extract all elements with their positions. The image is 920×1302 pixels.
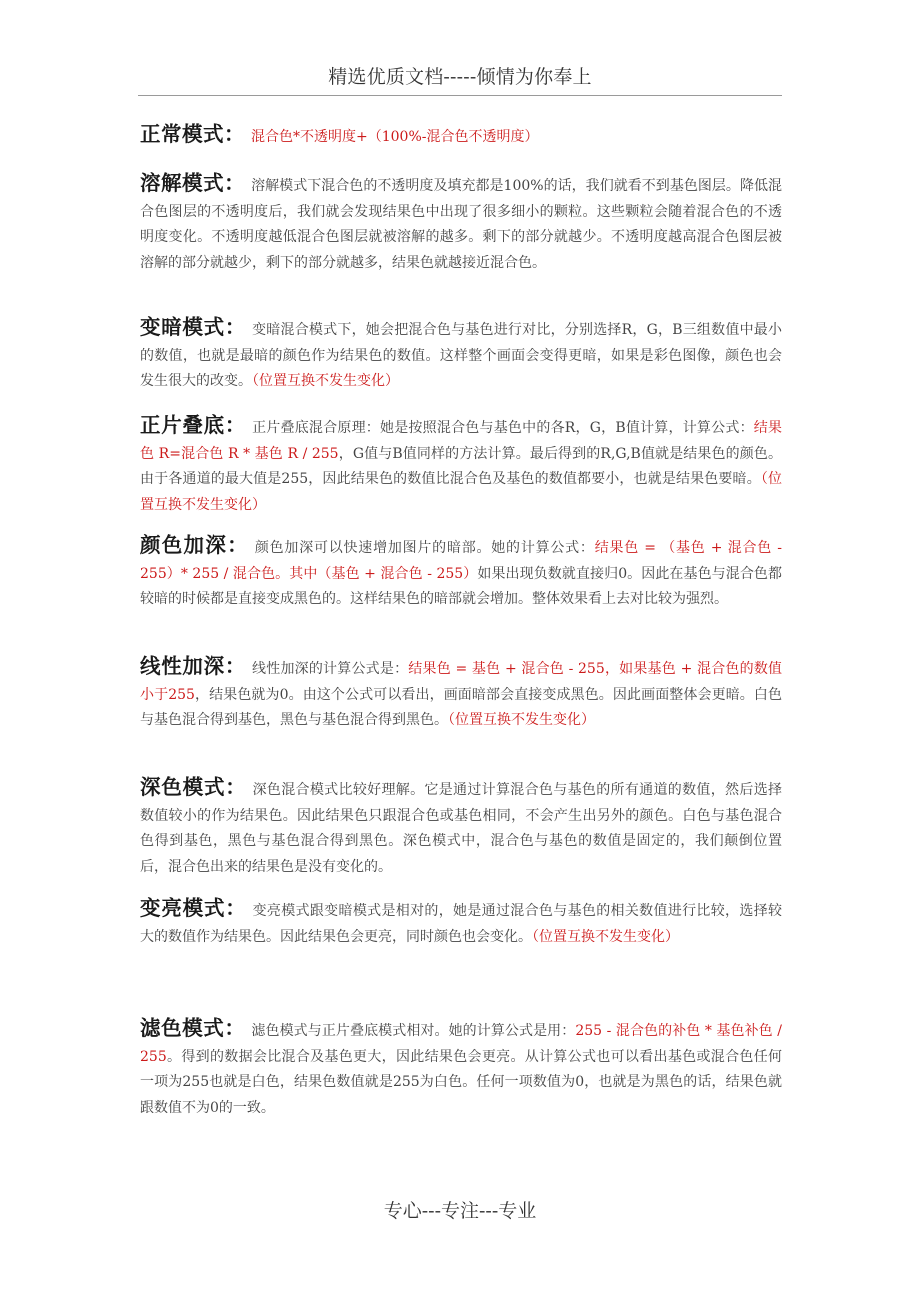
- body-text: 如果出现负数就直接归0。因此在基色与混合色都较暗的时候都是直接变成黑色的。这样结果色的暗部就会增加。整体效果看上去对比较为强烈。: [140, 565, 782, 607]
- body-text: 颜色加深可以快速增加图片的暗部。她的计算公式：: [254, 540, 595, 556]
- section-lighten: [140, 896, 782, 950]
- section-color-burn: [140, 533, 782, 613]
- formula-text: 255 - 混合色的补色 * 基色补色 / 255: [140, 1023, 783, 1065]
- section-linear-burn: [140, 654, 782, 734]
- page-footer: 专心---专注---专业: [383, 1200, 537, 1222]
- formula-text: 结果色 = （基色 + 混合色 - 255）* 255 / 混合色。其中（基色 + 混合色 - 255）: [140, 540, 782, 582]
- note-text: （位置互换不发生变化）: [252, 373, 399, 389]
- section-darken: [140, 315, 782, 395]
- section-darker-color: [140, 775, 782, 880]
- section-heading: 变暗模式：: [140, 315, 247, 339]
- body-text: 滤色模式与正片叠底模式相对。她的计算公式是用：: [251, 1023, 576, 1039]
- header-divider: [138, 95, 782, 96]
- note-text: （位置互换不发生变化）: [532, 928, 679, 945]
- section-multiply: [140, 413, 782, 518]
- section-heading: 变亮模式：: [140, 896, 247, 920]
- formula-text: 结果色 R=混合色 R * 基色 R / 255: [140, 420, 783, 462]
- body-text: 变亮模式跟变暗模式是相对的，她是通过混合色与基色的相关数值进行比较，选择较大的数值作为结果色。因此结果色会更亮，同时颜色也会变化。: [140, 903, 783, 945]
- body-text: 线性加深的计算公式是：: [252, 661, 409, 677]
- section-heading: 深色模式：: [140, 775, 247, 799]
- section-heading: 颜色加深：: [140, 533, 249, 557]
- body-text: 。得到的数据会比混合及基色更大，因此结果色会更亮。从计算公式也可以看出基色或混合色任何一项为255也就是白色，结果色数值就是255为白色。任何一项数值为0，也就是为黑色的话，结果色就跟数值不为0的一致。: [140, 1048, 782, 1116]
- body-text: ，G值与B值同样的方法计算。最后得到的R,G,B值就是结果色的颜色。由于各通道的最大值是255，因此结果色的数值比混合色及基色的数值都要小，也就是结果色要暗。: [140, 445, 782, 487]
- section-heading: 滤色模式：: [140, 1016, 246, 1040]
- body-text: 深色混合模式比较好理解。它是通过计算混合色与基色的所有通道的数值，然后选择数值较小的作为结果色。因此结果色只跟混合色或基色相同，不会产生出另外的颜色。白色与基色混合色得到基色，黑色与基色混合得到黑色。深色模式中，混合色与基色的数值是固定的，我们颠倒位置后，混合色出来的结果色是没有变化的。: [140, 782, 783, 875]
- body-text: 溶解模式下混合色的不透明度及填充都是100%的话，我们就看不到基色图层。降低混合色图层的不透明度后，我们就会发现结果色中出现了很多细小的颗粒。这些颗粒会随着混合色的不透明度变化。不透明度越低混合色图层就被溶解的越多。剩下的部分就越少。不透明度越高混合色图层被溶解的部分就越少，剩下的部分就越多，结果色就越接近混合色。: [140, 178, 782, 271]
- note-text: （位置互换不发生变化）: [448, 712, 595, 728]
- body-text: 变暗混合模式下，她会把混合色与基色进行对比，分别选择R，G，B三组数值中最小的数值，也就是最暗的颜色作为结果色的数值。这样整个画面会变得更暗，如果是彩色图像，颜色也会发生很大的改变。: [140, 322, 783, 389]
- section-heading: 线性加深：: [140, 654, 247, 678]
- section-normal: [140, 122, 782, 151]
- section-heading: 正常模式：: [140, 122, 245, 146]
- section-screen: [140, 1016, 782, 1121]
- body-text: ，结果色就为0。由这个公式可以看出，画面暗部会直接变成黑色。因此画面整体会更暗。白色与基色混合得到基色，黑色与基色混合得到黑色。: [140, 686, 782, 728]
- note-text: （位置互换不发生变化）: [140, 471, 782, 513]
- section-heading: 正片叠底：: [140, 413, 247, 437]
- formula-text: 结果色 = 基色 + 混合色 - 255，如果基色 + 混合色的数值小于255: [140, 661, 783, 703]
- section-dissolve: [140, 171, 782, 276]
- body-text: 正片叠底混合原理：她是按照混合色与基色中的各R，G，B值计算，计算公式：: [252, 420, 754, 436]
- section-heading: 溶解模式：: [140, 171, 246, 195]
- formula-text: 混合色*不透明度+（100%-混合色不透明度）: [251, 129, 539, 145]
- page-header: 精选优质文档-----倾情为你奉上: [328, 66, 592, 88]
